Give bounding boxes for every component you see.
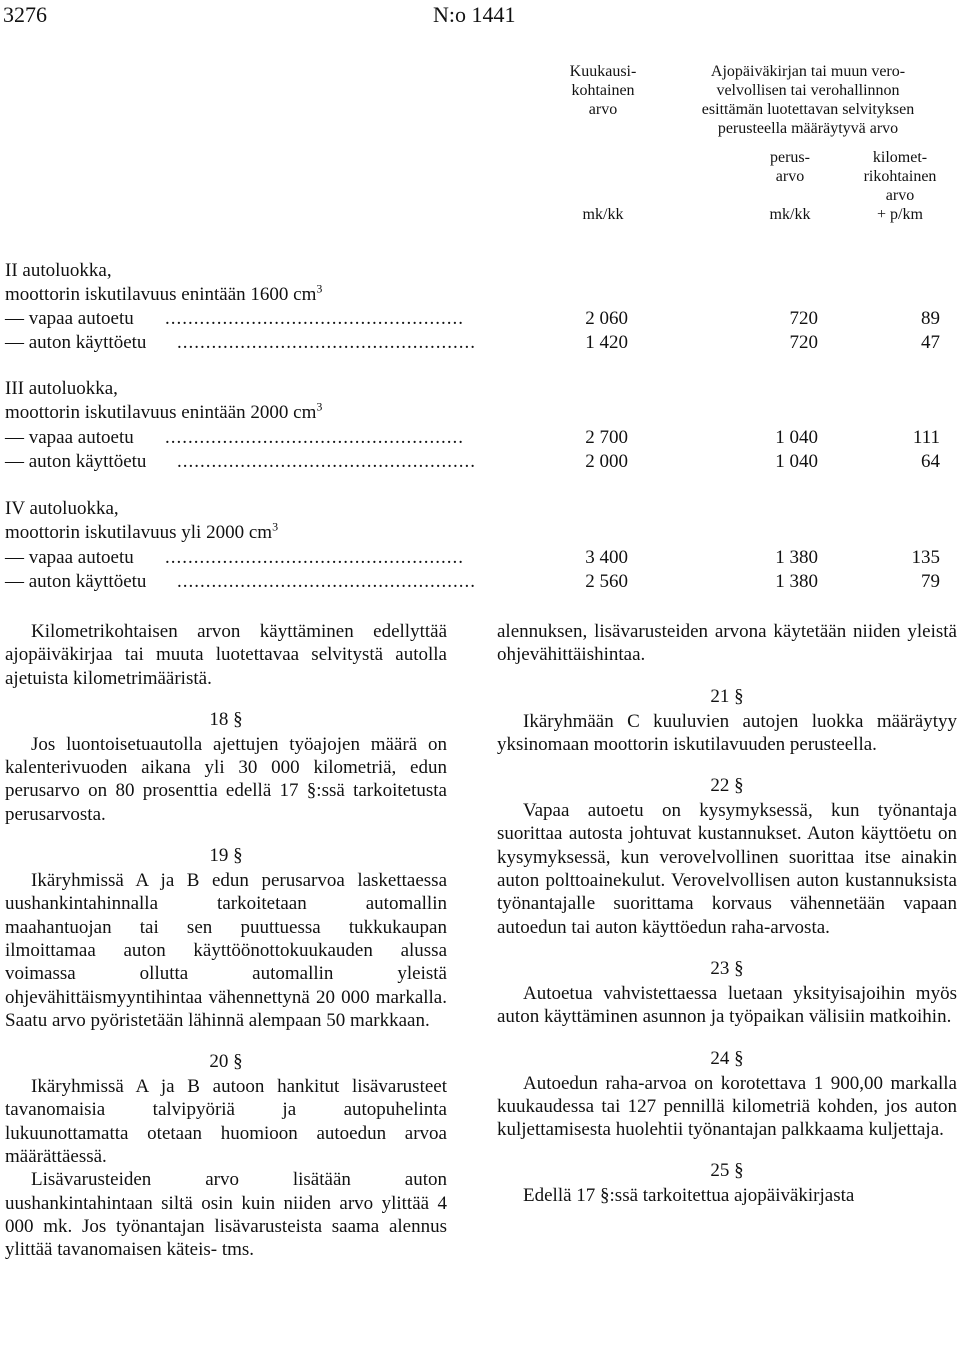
- section-heading: 19 §: [209, 845, 243, 867]
- paragraph: Ikäryhmissä A ja B autoon hankitut lisävarusteet tavanomaisia talvipyöriä ja autopuhelinta lukuunottamatta otetaan huomioon autoedun arvoa määrättäessä.: [5, 1076, 447, 1168]
- paragraph: Ikäryhmään C kuuluvien autojen luokka määräytyy yksinomaan moottorin iskutilavuuden perusteella.: [497, 710, 957, 755]
- group-subtitle: moottorin iskutilavuus yli 2000 $cm^3$: [5, 519, 279, 543]
- section-heading: 23 §: [710, 957, 744, 979]
- table-row: — vapaa autoetu .................................................... 2 700 1 040 111: [5, 427, 940, 448]
- col-heading-logbook: Ajopäiväkirjan tai muun vero- velvollisen tai verohallinnon esittämän luotettavan selvityksen perusteella määräytyvä arvo: [701, 63, 915, 137]
- group-title: III autoluokka,: [5, 378, 118, 399]
- paragraph: Jos luontoisetuautolla ajettujen työajojen määrä on kalenterivuoden aikana yli 30 000 kilometriä, edun perusarvo on 80 prosenttia edellä 17 §:ssä tarkoitetusta perusarvosta.: [5, 733, 447, 825]
- text-column-right: [497, 620, 957, 1208]
- unit-km: + p/km: [877, 206, 923, 223]
- group-subtitle: moottorin iskutilavuus enintään 2000 $cm^3$: [5, 399, 323, 423]
- col-heading-base: perus- arvo: [770, 149, 810, 185]
- paragraph: Vapaa autoetu on kysymyksessä, kun työnantaja suorittaa autosta johtuvat kustannukset. Auton käyttöetu on kysymyksessä, kun verovelvollinen suorittaa itse ainakin auton polttoainekulut. Verovelvollisen auton kustannuksista työnantajalle suorittama korvaus vähennetään vapaan autoedun tai auton käyttöedun raha-arvosta.: [497, 800, 957, 938]
- paragraph: Autoedun raha-arvoa on korotettava 1 900,00 markalla kuukaudessa tai 127 pennillä kilometriä kohden, jos auton kuljettamisesta huolehtii työnantajan palkkaama kuljettaja.: [497, 1072, 957, 1141]
- unit-base: mk/kk: [769, 206, 811, 223]
- section-heading: 25 §: [710, 1160, 744, 1182]
- table-row: — auton käyttöetu .................................................... 1 420 720 47: [5, 332, 940, 353]
- table-row: — vapaa autoetu .................................................... 2 060 720 89: [5, 308, 940, 329]
- col-heading-monthly: Kuukausi- kohtainen arvo: [569, 63, 637, 118]
- paragraph: Kilometrikohtaisen arvon käyttäminen edellyttää ajopäiväkirjaa tai muuta luotettavaa selvitystä autolla ajetuista kilometrimääristä.: [5, 621, 447, 689]
- section-heading: 22 §: [710, 775, 744, 797]
- table-row: — vapaa autoetu .................................................... 3 400 1 380 135: [5, 547, 940, 568]
- paragraph: Edellä 17 §:ssä tarkoitettua ajopäiväkirjasta: [523, 1185, 855, 1207]
- group-title: IV autoluokka,: [5, 498, 119, 519]
- section-heading: 20 §: [209, 1051, 243, 1073]
- page-number: 3276: [3, 2, 47, 27]
- paragraph: Autoetua vahvistettaessa luetaan yksityisajoihin myös auton käyttäminen asunnon ja työpaikan välisiin matkoihin.: [497, 982, 957, 1028]
- section-heading: 21 §: [710, 685, 744, 707]
- paragraph: Ikäryhmissä A ja B edun perusarvoa laskettaessa uushankintahinnalla tarkoitetaan automallin maahantuojan tai sen puuttuessa tukkukaupan ilmoittamaa auton käyttöönottokuukauden alussa voimassa ollutta automallin yleistä ohjevähittäismyyntihintaa vähennettynä 20 000 markalla. Saatu arvo pyöristetään lähinnä alempaan 50 markkaan.: [5, 870, 447, 1031]
- paragraph: Lisävarusteiden arvo lisätään auton uushankintahintaan siltä osin kuin niiden arvo ylittää 4 000 mk. Jos työnantajan lisävarusteista saama alennus ylittää tavanomaisen käteis- tms.: [5, 1169, 447, 1261]
- section-heading: 18 §: [209, 708, 243, 730]
- group-title: II autoluokka,: [5, 260, 112, 281]
- issue-number: N:o 1441: [433, 2, 516, 27]
- col-heading-km: kilomet- rikohtainen arvo: [863, 149, 937, 204]
- table-row: — auton käyttöetu .................................................... 2 560 1 380 79: [5, 571, 940, 592]
- group-subtitle: moottorin iskutilavuus enintään 1600 $cm^3$: [5, 281, 323, 305]
- table-row: — auton käyttöetu .................................................... 2 000 1 040 64: [5, 451, 940, 472]
- unit-monthly: mk/kk: [582, 206, 624, 223]
- section-heading: 24 §: [710, 1047, 744, 1069]
- text-column-left: [5, 620, 447, 1262]
- paragraph: alennuksen, lisävarusteiden arvona käytetään niiden yleistä ohjevähittäishintaa.: [497, 621, 957, 666]
